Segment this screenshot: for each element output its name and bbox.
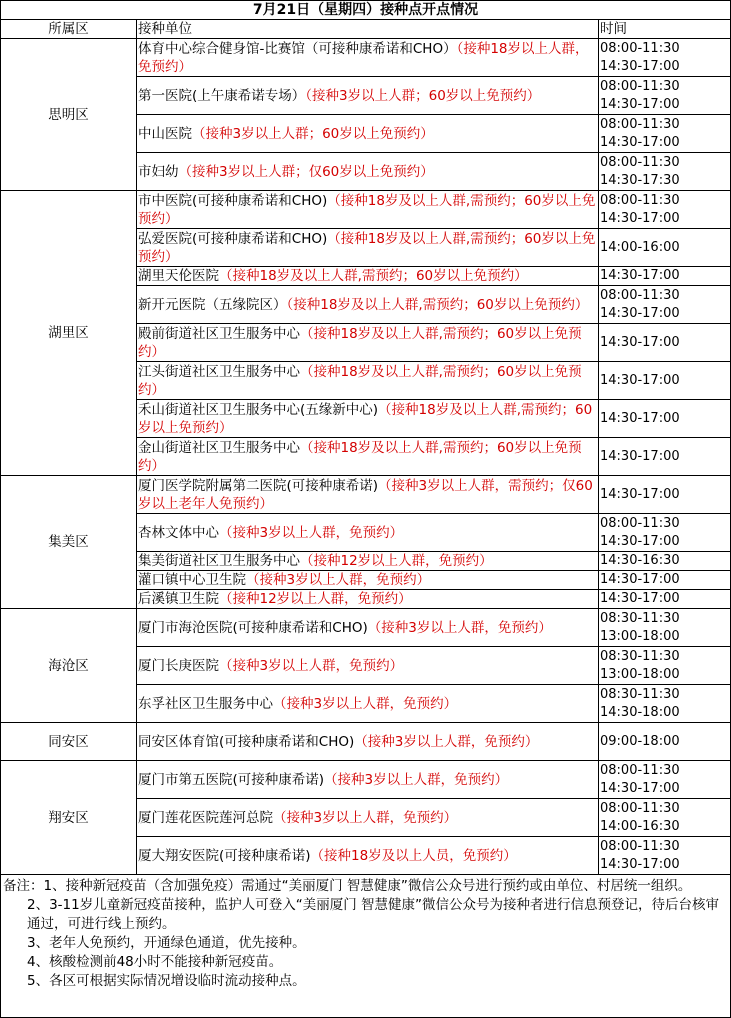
time-slot: 08:00-11:30 bbox=[600, 515, 680, 531]
unit-note: （接种3岁以上人群，需预约；仅60岁以上老年人免预约） bbox=[138, 477, 593, 512]
time-slot: 08:00-11:30 bbox=[600, 40, 680, 56]
time-cell bbox=[599, 286, 731, 324]
remark-line: 4、核酸检测前48小时不能接种新冠疫苗。 bbox=[27, 954, 283, 970]
unit-name: 厦门医学院附属第二医院(可接种康希诺) bbox=[138, 477, 379, 494]
remarks-row bbox=[1, 875, 731, 1018]
time-cell bbox=[599, 39, 731, 77]
unit-cell bbox=[137, 476, 599, 514]
unit-cell bbox=[137, 609, 599, 647]
table-row bbox=[1, 723, 731, 761]
time-cell bbox=[599, 514, 731, 552]
unit-name: 湖里天伦医院 bbox=[138, 268, 219, 284]
unit-note: （接种3岁以上人群，免预约） bbox=[246, 572, 431, 588]
unit-note: （接种3岁以上人群，免预约） bbox=[367, 619, 552, 636]
unit-name: 杏林文体中心 bbox=[138, 524, 219, 541]
time-cell bbox=[599, 115, 731, 153]
unit-note: （接种18岁及以上人群,需预约；60岁以上免预约） bbox=[286, 296, 589, 313]
time-slot: 14:30-17:00 bbox=[600, 210, 680, 226]
unit-name: 弘爱医院(可接种康希诺和CHO) bbox=[138, 230, 328, 247]
unit-name: 厦门长庚医院 bbox=[138, 657, 219, 674]
header-district: 所属区 bbox=[1, 20, 137, 39]
unit-cell bbox=[137, 324, 599, 362]
time-cell bbox=[599, 723, 731, 761]
time-slot: 14:30-16:30 bbox=[600, 553, 680, 568]
time-slot: 14:30-18:00 bbox=[600, 704, 680, 720]
remark-line: 3、老年人免预约，开通绿色通道，优先接种。 bbox=[27, 935, 306, 951]
time-slot: 14:30-17:00 bbox=[600, 305, 680, 321]
unit-note: （接种18岁及以上人群,需预约；60岁以上免预约） bbox=[219, 268, 528, 284]
unit-note: （接种3岁以上人群，免预约） bbox=[354, 733, 539, 750]
district-cell: 思明区 bbox=[1, 39, 137, 191]
table-row bbox=[1, 476, 731, 514]
unit-note: （接种12岁以上人群，免预约） bbox=[219, 591, 412, 607]
time-cell bbox=[599, 153, 731, 191]
time-cell bbox=[599, 400, 731, 438]
time-cell bbox=[599, 837, 731, 875]
time-cell bbox=[599, 229, 731, 267]
unit-cell bbox=[137, 400, 599, 438]
time-cell bbox=[599, 799, 731, 837]
unit-note: （接种18岁及以上人群,需预约；60岁以上免预约） bbox=[138, 439, 582, 474]
district-cell: 海沧区 bbox=[1, 609, 137, 723]
time-slot: 14:30-17:00 bbox=[600, 334, 680, 350]
time-slot: 08:30-11:30 bbox=[600, 648, 680, 664]
table-row bbox=[1, 191, 731, 229]
unit-name: 市中医院(可接种康希诺和CHO) bbox=[138, 192, 328, 209]
unit-name: 第一医院(上午康希诺专场） bbox=[138, 87, 306, 104]
unit-note: （接种18岁及以上人群,需预约；60岁以上免预约） bbox=[138, 363, 582, 398]
time-slot: 08:00-11:30 bbox=[600, 78, 680, 94]
header-time: 时间 bbox=[599, 20, 731, 39]
table-row bbox=[1, 609, 731, 647]
time-slot: 09:00-18:00 bbox=[600, 733, 680, 749]
time-cell bbox=[599, 476, 731, 514]
time-cell bbox=[599, 609, 731, 647]
table-row bbox=[1, 39, 731, 77]
time-cell bbox=[599, 571, 731, 590]
unit-note: （接种3岁以上人群，免预约） bbox=[219, 657, 404, 674]
time-slot: 14:30-17:00 bbox=[600, 533, 680, 549]
unit-name: 市妇幼 bbox=[138, 163, 179, 180]
time-slot: 14:30-17:00 bbox=[600, 572, 680, 587]
time-slot: 14:30-17:00 bbox=[600, 96, 680, 112]
unit-name: 东孚社区卫生服务中心 bbox=[138, 695, 273, 712]
time-cell bbox=[599, 761, 731, 799]
time-cell bbox=[599, 191, 731, 229]
unit-note: （接种3岁以上人群；60岁以上免预约） bbox=[305, 87, 541, 104]
time-slot: 14:30-17:00 bbox=[600, 372, 680, 388]
time-cell bbox=[599, 77, 731, 115]
remarks-cell bbox=[1, 875, 731, 1018]
district-cell: 同安区 bbox=[1, 723, 137, 761]
unit-name: 厦大翔安医院(可接种康希诺) bbox=[138, 847, 311, 864]
time-cell bbox=[599, 362, 731, 400]
unit-note: （接种18岁及以上人员，免预约） bbox=[310, 847, 517, 864]
unit-cell bbox=[137, 837, 599, 875]
unit-cell bbox=[137, 438, 599, 476]
time-slot: 14:30-17:00 bbox=[600, 134, 680, 150]
remark-line: 5、各区可根据实际情况增设临时流动接种点。 bbox=[27, 973, 306, 989]
district-cell: 湖里区 bbox=[1, 191, 137, 476]
unit-name: 江头街道社区卫生服务中心 bbox=[138, 363, 300, 380]
unit-note: （接种18岁及以上人群,需预约；60岁以上免预约） bbox=[138, 192, 596, 227]
unit-cell bbox=[137, 267, 599, 286]
unit-note: （接种18岁以上人群，免预约） bbox=[138, 40, 589, 75]
time-slot: 14:30-17:00 bbox=[600, 410, 680, 426]
unit-name: 集美街道社区卫生服务中心 bbox=[138, 553, 300, 569]
time-slot: 14:30-17:00 bbox=[600, 591, 680, 606]
time-slot: 08:00-11:30 bbox=[600, 116, 680, 132]
unit-note: （接种3岁以上人群；60岁以上免预约） bbox=[192, 125, 434, 142]
time-slot: 08:00-11:30 bbox=[600, 762, 680, 778]
unit-name: 新开元医院（五缘院区） bbox=[138, 296, 287, 313]
header-unit: 接种单位 bbox=[137, 20, 599, 39]
unit-cell bbox=[137, 39, 599, 77]
unit-cell bbox=[137, 514, 599, 552]
unit-cell bbox=[137, 571, 599, 590]
table-title: 7月21日（星期四）接种点开点情况 bbox=[1, 1, 731, 20]
unit-name: 厦门市海沧医院(可接种康希诺和CHO) bbox=[138, 619, 368, 636]
unit-cell bbox=[137, 77, 599, 115]
unit-cell bbox=[137, 647, 599, 685]
unit-name: 厦门市第五医院(可接种康希诺) bbox=[138, 771, 325, 788]
time-slot: 08:00-11:30 bbox=[600, 838, 680, 854]
unit-note: （接种3岁以上人群，免预约） bbox=[273, 809, 458, 826]
unit-name: 禾山街道社区卫生服务中心(五缘新中心) bbox=[138, 401, 379, 418]
unit-cell bbox=[137, 115, 599, 153]
time-slot: 13:00-18:00 bbox=[600, 666, 680, 682]
time-slot: 14:30-17:00 bbox=[600, 268, 680, 283]
time-cell bbox=[599, 438, 731, 476]
time-slot: 14:30-17:00 bbox=[600, 856, 680, 872]
unit-name: 后溪镇卫生院 bbox=[138, 591, 219, 607]
time-cell bbox=[599, 647, 731, 685]
unit-note: （接种3岁以上人群，免预约） bbox=[273, 695, 458, 712]
district-cell: 翔安区 bbox=[1, 761, 137, 875]
unit-name: 体育中心综合健身馆-比赛馆（可接种康希诺和CHO） bbox=[138, 40, 457, 57]
time-slot: 14:30-17:00 bbox=[600, 58, 680, 74]
time-cell bbox=[599, 685, 731, 723]
unit-note: （接种18岁及以上人群,需预约；60岁以上免预约） bbox=[138, 230, 596, 265]
unit-note: （接种3岁以上人群，免预约） bbox=[219, 524, 404, 541]
time-slot: 13:00-18:00 bbox=[600, 628, 680, 644]
unit-name: 殿前街道社区卫生服务中心 bbox=[138, 325, 300, 342]
unit-cell bbox=[137, 229, 599, 267]
time-cell bbox=[599, 267, 731, 286]
time-slot: 08:30-11:30 bbox=[600, 686, 680, 702]
time-cell bbox=[599, 324, 731, 362]
time-slot: 14:30-17:00 bbox=[600, 486, 680, 502]
table-row bbox=[1, 761, 731, 799]
unit-name: 厦门莲花医院莲河总院 bbox=[138, 809, 273, 826]
time-slot: 08:30-11:30 bbox=[600, 610, 680, 626]
unit-name: 灌口镇中心卫生院 bbox=[138, 572, 246, 588]
unit-cell bbox=[137, 191, 599, 229]
district-cell: 集美区 bbox=[1, 476, 137, 609]
unit-cell bbox=[137, 590, 599, 609]
unit-note: （接种18岁及以上人群,需预约；60岁以上免预约） bbox=[138, 325, 582, 360]
unit-cell bbox=[137, 761, 599, 799]
unit-cell bbox=[137, 153, 599, 191]
time-slot: 08:00-11:30 bbox=[600, 287, 680, 303]
time-slot: 14:00-16:00 bbox=[600, 239, 680, 255]
unit-note: （接种3岁以上人群；仅60岁以上免预约） bbox=[178, 163, 434, 180]
time-cell bbox=[599, 590, 731, 609]
unit-note: （接种3岁以上人群，免预约） bbox=[324, 771, 509, 788]
unit-cell bbox=[137, 286, 599, 324]
remark-line: 2、3-11岁儿童新冠疫苗接种，监护人可登入“美丽厦门 智慧健康”微信公众号为接种者进行信息预登记，待后台核审通过，可进行线上预约。 bbox=[27, 897, 720, 932]
unit-note: （接种12岁以上人群，免预约） bbox=[300, 553, 493, 569]
unit-cell bbox=[137, 723, 599, 761]
unit-name: 同安区体育馆(可接种康希诺和CHO) bbox=[138, 733, 355, 750]
unit-cell bbox=[137, 685, 599, 723]
time-slot: 14:00-16:30 bbox=[600, 818, 680, 834]
time-slot: 14:30-17:00 bbox=[600, 448, 680, 464]
unit-name: 中山医院 bbox=[138, 125, 192, 142]
unit-cell bbox=[137, 362, 599, 400]
unit-note: （接种18岁及以上人群,需预约；60岁以上免预约） bbox=[138, 401, 593, 436]
time-cell bbox=[599, 552, 731, 571]
unit-cell bbox=[137, 552, 599, 571]
time-slot: 08:00-11:30 bbox=[600, 800, 680, 816]
unit-name: 金山街道社区卫生服务中心 bbox=[138, 439, 300, 456]
time-slot: 08:00-11:30 bbox=[600, 192, 680, 208]
unit-cell bbox=[137, 799, 599, 837]
remark-line: 备注：1、接种新冠疫苗（含加强免疫）需通过“美丽厦门 智慧健康”微信公众号进行预约或由单位、村居统一组织。 bbox=[3, 878, 692, 894]
time-slot: 14:30-17:00 bbox=[600, 780, 680, 796]
time-slot: 14:30-17:30 bbox=[600, 172, 680, 188]
time-slot: 08:00-11:30 bbox=[600, 154, 680, 170]
